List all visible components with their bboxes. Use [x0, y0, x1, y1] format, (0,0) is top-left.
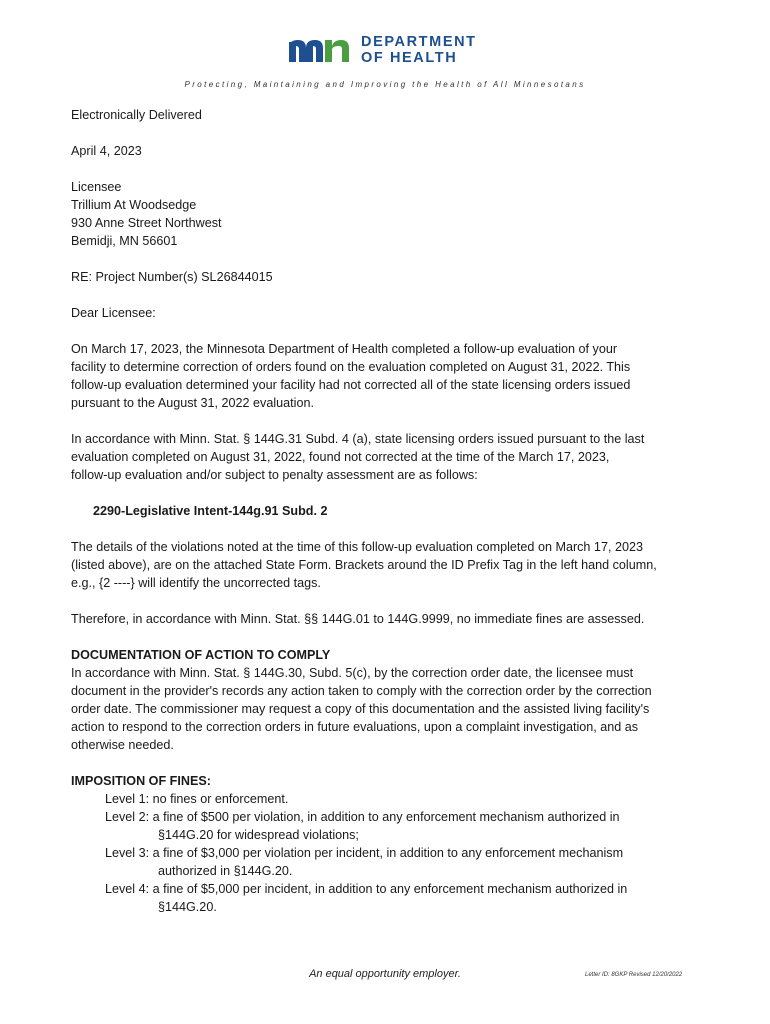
letter-body	[71, 106, 711, 934]
uncorrected-order-item: 2290-Legislative Intent-144g.91 Subd. 2	[93, 504, 328, 518]
department-name: DEPARTMENT OF HEALTH	[361, 34, 477, 66]
documentation-section: DOCUMENTATION OF ACTION TO COMPLY In accordance with Minn. Stat. § 144G.30, Subd. 5(c), by the correction order date, the licensee must document in the provider's records any action taken to comply with the correction order by the correction order date. The commissioner may request a copy of this documentation and the assisted living facility's action to respond to the correction orders in future evaluations, upon a complaint investigation, and as otherwise needed.	[71, 646, 711, 754]
fine-level-1: Level 1: no fines or enforcement.	[105, 792, 289, 806]
fines-section: IMPOSITION OF FINES: Level 1: no fines or enforcement. Level 2: a fine of $500 per violation, in addition to any enforcement mechanism authorized in §144G.20 for widespread violations; Level 3: a fine of $3,000 per violation per incident, in addition to any enforcement mechanism authorized in §144G.20. Level 4: a fine of $5,000 per incident, in addition to any enforcement mechanism authorized in §144G.20.	[71, 772, 711, 916]
mn-logo-icon	[289, 36, 353, 64]
letterhead	[0, 30, 770, 70]
footer-letter-id: Letter ID: 8GKP Revised 12/20/2022	[585, 972, 683, 978]
salutation: Dear Licensee:	[71, 306, 156, 320]
recipient-address: Licensee Trillium At Woodsedge 930 Anne Street Northwest Bemidji, MN 56601	[71, 180, 222, 248]
letter-date: April 4, 2023	[71, 144, 142, 158]
footer-eoe: An equal opportunity employer.	[309, 968, 461, 980]
delivery-method: Electronically Delivered	[71, 108, 202, 122]
paragraph-orders: In accordance with Minn. Stat. § 144G.31 Subd. 4 (a), state licensing orders issued pursuant to the last evaluation completed on August 31, 2022, found not corrected at the time of the March 17, 2023, follow-up evaluation and/or subject to penalty assessment are as follows:	[71, 432, 645, 482]
fine-level-3: Level 3: a fine of $3,000 per violation per incident, in addition to any enforcement mechanism	[105, 846, 624, 860]
reference-line: RE: Project Number(s) SL26844015	[71, 270, 273, 284]
tagline: Protecting, Maintaining and Improving the Health of All Minnesotans	[184, 80, 586, 89]
paragraph-fines-assessed: Therefore, in accordance with Minn. Stat. §§ 144G.01 to 144G.9999, no immediate fines are assessed.	[71, 612, 645, 626]
section-heading: IMPOSITION OF FINES:	[71, 774, 211, 788]
fine-level-2: Level 2: a fine of $500 per violation, in addition to any enforcement mechanism authorized in	[105, 810, 620, 824]
paragraph-followup: On March 17, 2023, the Minnesota Department of Health completed a follow-up evaluation of your facility to determine correction of orders found on the evaluation completed on August 31, 2022. This follow-up evaluation determined your facility had not corrected all of the state licensing orders issued pursuant to the August 31, 2022 evaluation.	[71, 342, 631, 410]
paragraph-details: The details of the violations noted at the time of this follow-up evaluation completed on March 17, 2023 (listed above), are on the attached State Form. Brackets around the ID Prefix Tag in the left hand column, e.g., {2 ----} will identify the uncorrected tags.	[71, 540, 657, 590]
section-heading: DOCUMENTATION OF ACTION TO COMPLY	[71, 648, 331, 662]
fine-level-4: Level 4: a fine of $5,000 per incident, in addition to any enforcement mechanism authorized in	[105, 882, 628, 896]
